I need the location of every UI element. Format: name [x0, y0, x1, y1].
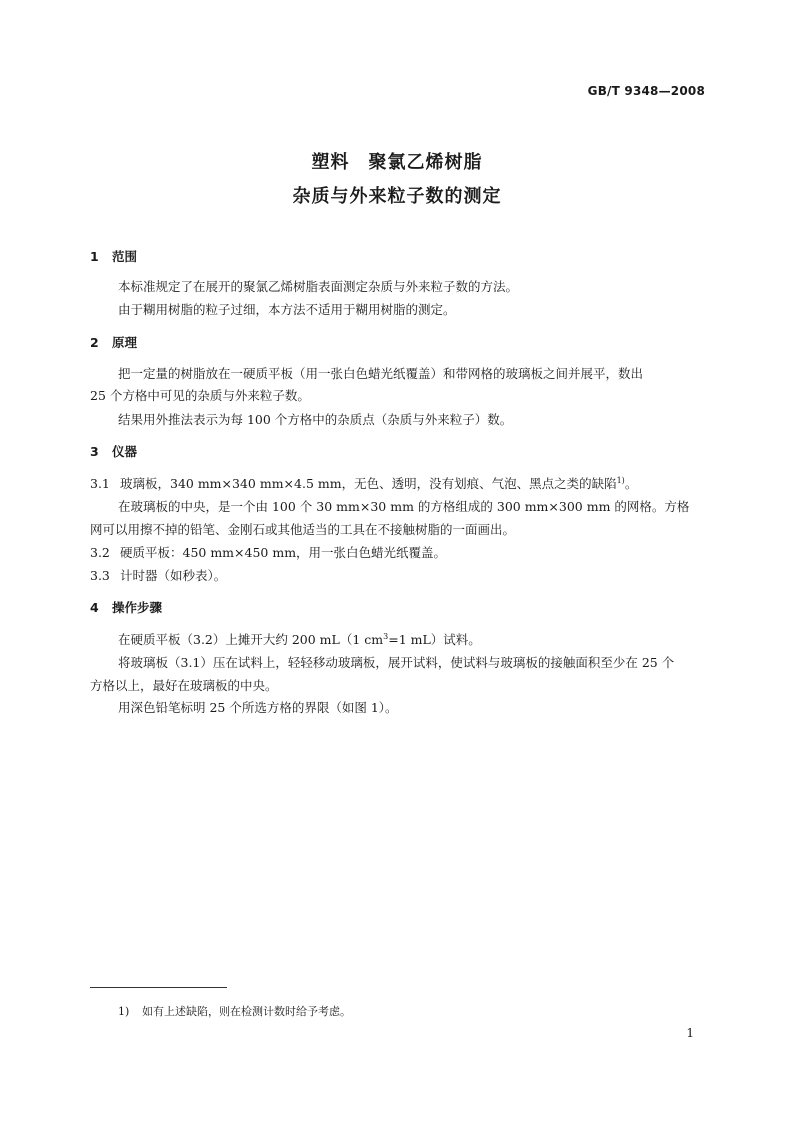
- footnote: [118, 1003, 351, 1019]
- section-1-heading: [90, 247, 137, 265]
- section-4-paragraph-3: 用深色铅笔标明 25 个所选方格的界限（如图 1）。: [118, 700, 398, 715]
- section-number: 3: [90, 444, 99, 459]
- title-line-1: 塑料 聚氯乙烯树脂: [311, 152, 483, 173]
- item-number: 3.3: [90, 568, 110, 583]
- paragraph-text: 在硬质平板（3.2）上摊开大约 200 mL（1 cm: [118, 632, 384, 647]
- section-2-paragraph-1-line-2: 25 个方格中可见的杂质与外来粒子数。: [90, 388, 310, 403]
- item-text: 玻璃板，340 mm×340 mm×4.5 mm，无色、透明，没有划痕、气泡、黑点之类的缺陷: [120, 476, 617, 491]
- title-line-2: 杂质与外来粒子数的测定: [292, 186, 502, 207]
- footnote-text: 如有上述缺陷，则在检测计数时给予考虑。: [142, 1005, 351, 1018]
- section-2-paragraph-2: 结果用外推法表示为每 100 个方格中的杂质点（杂质与外来粒子）数。: [118, 412, 513, 427]
- section-2-paragraph-1-line-1: 把一定量的树脂放在一硬质平板（用一张白色蜡光纸覆盖）和带网格的玻璃板之间并展平，数出: [118, 366, 644, 381]
- section-1-paragraph-1: 本标准规定了在展开的聚氯乙烯树脂表面测定杂质与外来粒子数的方法。: [118, 279, 519, 294]
- section-number: 1: [90, 249, 99, 264]
- section-1-paragraph-2: 由于糊用树脂的粒子过细，本方法不适用于糊用树脂的测定。: [118, 302, 456, 317]
- footnote-mark: 1): [118, 1005, 130, 1018]
- section-4-heading: [90, 598, 162, 616]
- paragraph-text-end: =1 mL）试料。: [388, 632, 481, 647]
- superscript: 3: [383, 632, 389, 641]
- section-4-paragraph-1: [118, 630, 481, 648]
- item-text: 硬质平板：450 mm×450 mm，用一张白色蜡光纸覆盖。: [120, 545, 447, 560]
- item-3-1: [90, 474, 637, 492]
- item-text: 计时器（如秒表）。: [120, 568, 227, 583]
- item-3-1-paragraph-line-2: 网可以用擦不掉的铅笔、金刚石或其他适当的工具在不接触树脂的一面画出。: [90, 522, 516, 537]
- section-title: 范围: [112, 249, 138, 264]
- page-number: 1: [686, 1026, 694, 1040]
- section-title: 操作步骤: [112, 600, 163, 615]
- item-number: 3.2: [90, 545, 110, 560]
- item-3-3: [90, 566, 226, 584]
- section-number: 4: [90, 600, 99, 615]
- section-number: 2: [90, 335, 99, 350]
- section-4-paragraph-2-line-1: 将玻璃板（3.1）压在试料上，轻轻移动玻璃板，展开试料，使试料与玻璃板的接触面积至少在 25 个: [118, 655, 675, 670]
- item-text-end: 。: [624, 476, 638, 491]
- item-3-1-paragraph-line-1: 在玻璃板的中央，是一个由 100 个 30 mm×30 mm 的方格组成的 300 mm×300 mm 的网格。方格: [118, 499, 690, 514]
- section-4-paragraph-2-line-2: 方格以上，最好在玻璃板的中央。: [90, 678, 278, 693]
- footnote-divider: [90, 987, 227, 988]
- footnote-reference: 1): [616, 476, 625, 485]
- item-3-2: [90, 543, 446, 561]
- section-title: 仪器: [112, 444, 138, 459]
- section-2-heading: [90, 333, 137, 351]
- item-number: 3.1: [90, 476, 110, 491]
- standard-number: GB/T 9348—2008: [587, 84, 705, 98]
- section-title: 原理: [112, 335, 138, 350]
- section-3-heading: [90, 442, 137, 460]
